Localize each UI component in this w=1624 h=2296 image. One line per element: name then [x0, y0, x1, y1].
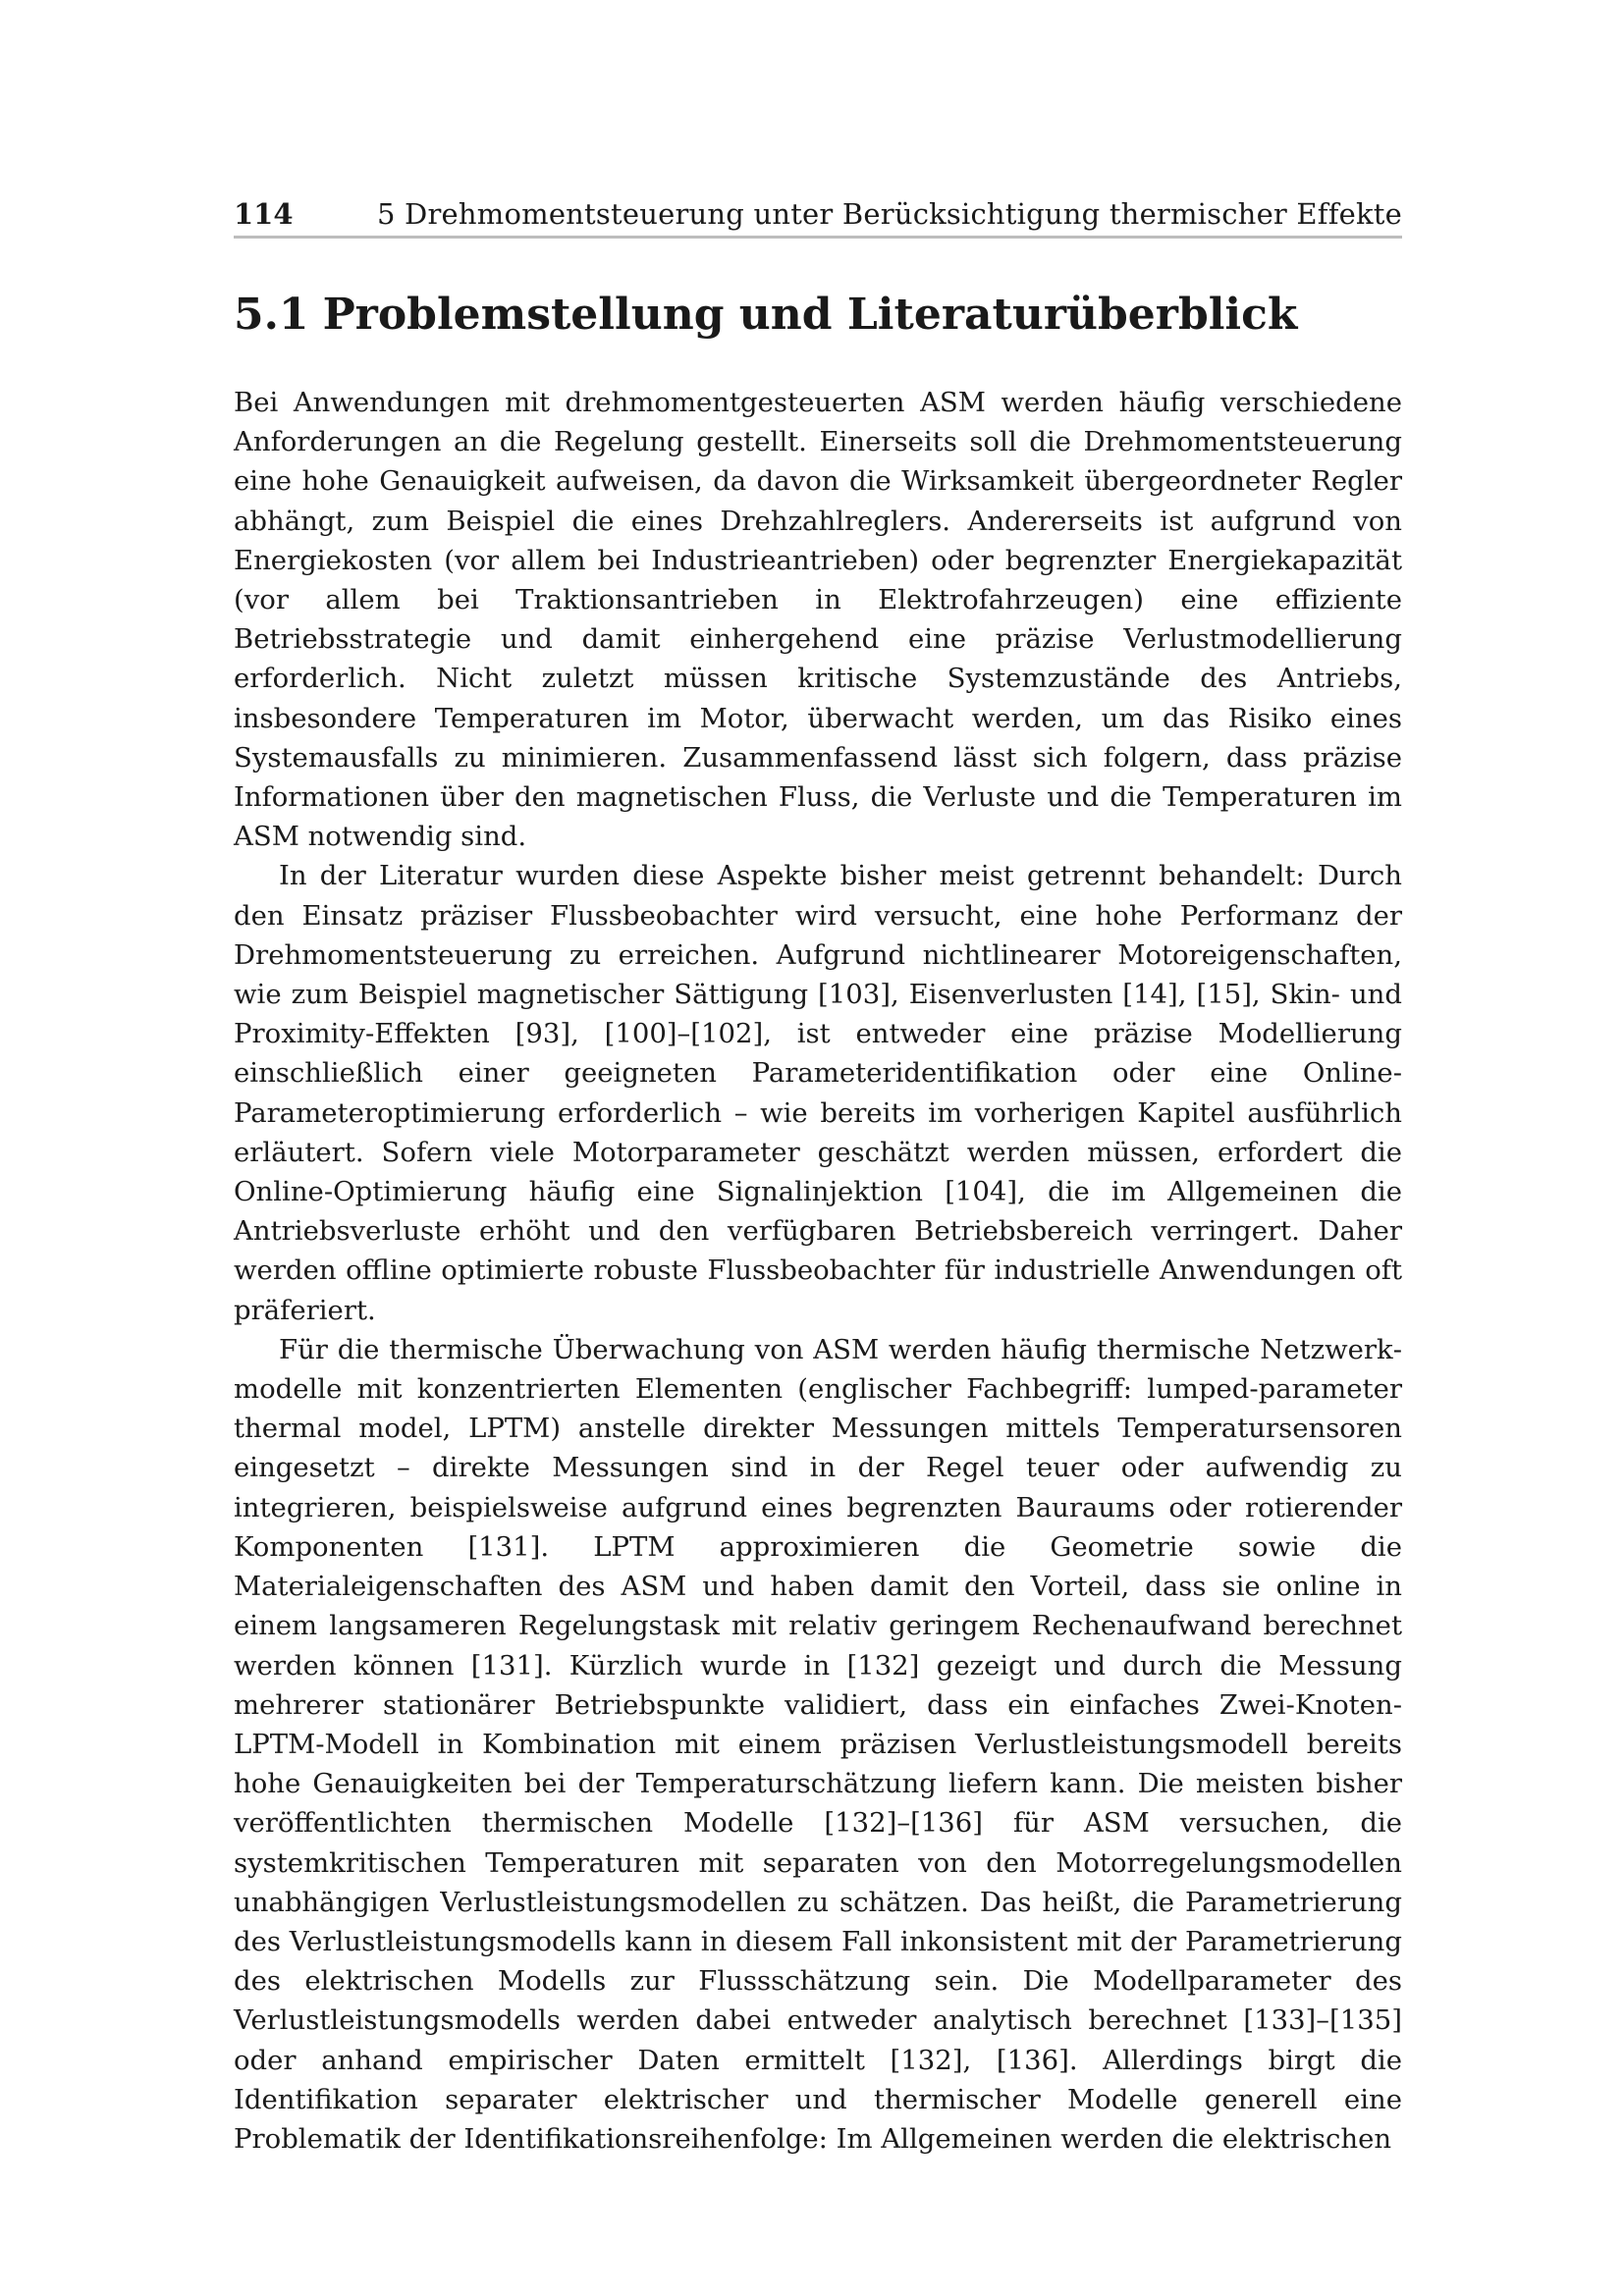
paragraph-2: In der Literatur wurden diese Aspekte bisher meist getrennt behandelt: Durch den Einsatz präziser Flussbeobachter wird versucht, eine hohe Performanz der Drehmomentsteuerung zu erreichen. Aufgrund nichtlinearer Motoreigenschaften, wie zum Beispiel magnetischer Sättigung [103], Eisenverlusten [14], [15], Skin- und Proximity-Effekten [93], [100]–[102], ist entweder eine präzise Modellierung einschließlich einer geeigneten Parameteridentifikation oder eine Online-Parameteroptimierung erforderlich – wie bereits im vorherigen Kapitel ausführlich erläutert. Sofern viele Motorparameter geschätzt werden müssen, erfordert die Online-Optimierung häufig eine Signalinjektion [104], die im Allgemeinen die Antriebsverluste erhöht und den verfügbaren Betriebsbereich verringert. Daher werden offline optimierte robuste Flussbeobachter für industrielle Anwendungen oft präferiert.: [234, 860, 1402, 1326]
running-title: 5 Drehmomentsteuerung unter Berücksichtigung thermischer Effekte: [376, 197, 1402, 231]
paragraph-1: Bei Anwendungen mit drehmomentgesteuerten ASM werden häufig verschiedene Anforderungen an die Regelung gestellt. Einerseits soll die Drehmomentsteuerung eine hohe Genauigkeit aufweisen, da davon die Wirksamkeit übergeordneter Regler abhängt, zum Beispiel die eines Drehzahlreglers. Andererseits ist aufgrund von Energiekosten (vor allem bei Industrieantrieben) oder begrenzter Energiekapazität (vor allem bei Traktionsantrieben in Elektrofahrzeugen) eine effiziente Betriebsstrategie und damit einhergehend eine präzise Verlustmodellierung erforderlich. Nicht zuletzt müssen kritische Systemzustände des Antriebs, insbesondere Temperaturen im Motor, überwacht werden, um das Risiko eines Systemausfalls zu minimieren. Zusammenfassend lässt sich folgern, dass präzise Informationen über den magnetischen Fluss, die Verluste und die Temperaturen im ASM notwendig sind.: [234, 387, 1402, 853]
page-number: 114: [234, 197, 294, 231]
body-text: [234, 383, 1402, 2159]
section-title: [234, 283, 1402, 347]
header-rule: [234, 236, 1402, 239]
page-header: [234, 192, 1402, 236]
section-title-text: Problemstellung und Literaturüberblick: [322, 290, 1298, 340]
paragraph-3: Für die thermische Überwachung von ASM werden häufig thermische Netzwerkmodelle mit konzentrierten Elementen (englischer Fachbegriff: lumped-parameter thermal model, LPTM) anstelle direkter Messungen mittels Temperatursensoren eingesetzt – direkte Messungen sind in der Regel teuer oder aufwendig zu integrieren, beispielsweise aufgrund eines begrenzten Bauraums oder rotierender Komponenten [131]. LPTM approximieren die Geometrie sowie die Materialeigenschaften des ASM und haben damit den Vorteil, dass sie online in einem langsameren Regelungstask mit relativ geringem Rechenaufwand berechnet werden können [131]. Kürzlich wurde in [132] gezeigt und durch die Messung mehrerer stationärer Betriebspunkte validiert, dass ein einfaches Zwei-Knoten-LPTM-Modell in Kombination mit einem präzisen Verlustleistungsmodell bereits hohe Genauigkeiten bei der Temperaturschätzung liefern kann. Die meisten bisher veröffentlichten thermischen Modelle [132]–[136] für ASM versuchen, die systemkritischen Temperaturen mit separaten von den Motorregelungsmodellen unabhängigen Verlustleistungsmodellen zu schätzen. Das heißt, die Parametrierung des Verlustleistungsmodells kann in diesem Fall inkonsistent mit der Parametrierung des elektrischen Modells zur Flussschätzung sein. Die Modellparameter des Verlustleistungsmodells werden dabei entweder analytisch berechnet [133]–[135] oder anhand empirischer Daten ermittelt [132], [136]. Allerdings birgt die Identifikation separater elektrischer und thermischer Modelle generell eine Problematik der Identifikationsreihenfolge: Im Allgemeinen werden die elektrischen: [234, 1333, 1402, 2155]
section-number: 5.1: [234, 290, 309, 340]
